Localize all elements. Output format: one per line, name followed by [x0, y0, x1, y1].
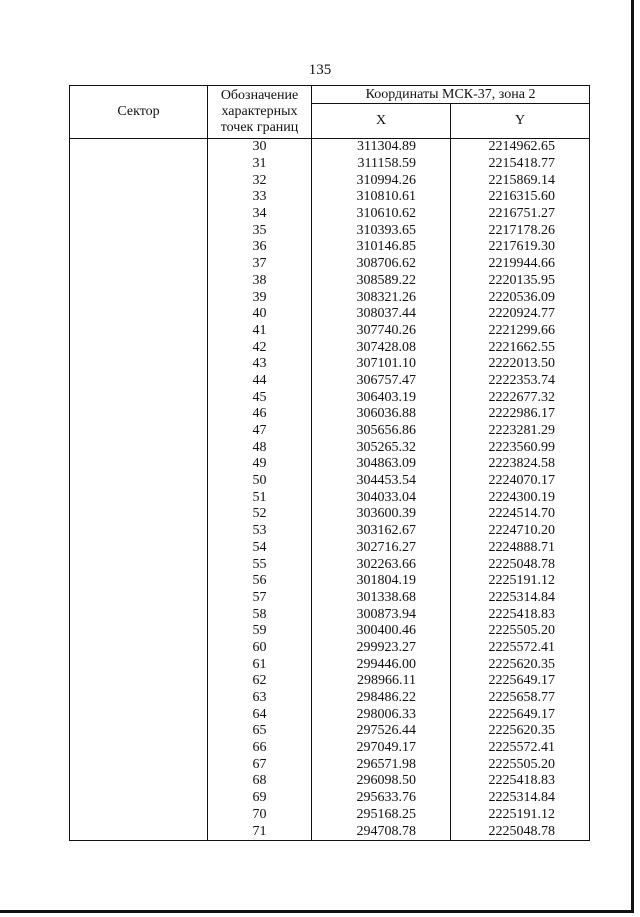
- y-cell: 2224070.17: [451, 473, 590, 490]
- y-cell: 2225048.78: [451, 556, 590, 573]
- x-cell: 298006.33: [312, 706, 451, 723]
- point-cell: 44: [208, 373, 312, 390]
- x-cell: 310146.85: [312, 239, 451, 256]
- point-cell: 64: [208, 706, 312, 723]
- y-cell: 2217178.26: [451, 222, 590, 239]
- table-body: [70, 139, 590, 841]
- page-number: 135: [308, 62, 332, 78]
- y-cell: 2225191.12: [451, 573, 590, 590]
- point-cell: 30: [208, 139, 312, 156]
- y-cell: 2225314.84: [451, 790, 590, 807]
- point-cell: 53: [208, 523, 312, 540]
- x-cell: 302263.66: [312, 556, 451, 573]
- point-cell: 60: [208, 640, 312, 657]
- point-cell: 67: [208, 756, 312, 773]
- x-cell: 308037.44: [312, 306, 451, 323]
- y-cell: 2222013.50: [451, 356, 590, 373]
- x-cell: 306036.88: [312, 406, 451, 423]
- point-cell: 33: [208, 189, 312, 206]
- x-cell: 304863.09: [312, 456, 451, 473]
- x-cell: 306403.19: [312, 389, 451, 406]
- point-cell: 57: [208, 590, 312, 607]
- y-cell: 2225572.41: [451, 740, 590, 757]
- y-cell: 2225418.83: [451, 606, 590, 623]
- sector-cell: [70, 139, 208, 841]
- x-cell: 311304.89: [312, 139, 451, 156]
- x-cell: 297049.17: [312, 740, 451, 757]
- x-cell: 307101.10: [312, 356, 451, 373]
- x-cell: 310393.65: [312, 222, 451, 239]
- y-cell: 2217619.30: [451, 239, 590, 256]
- point-cell: 63: [208, 690, 312, 707]
- header-y: Y: [451, 104, 590, 139]
- x-cell: 297526.44: [312, 723, 451, 740]
- point-cell: 50: [208, 473, 312, 490]
- y-cell: 2216751.27: [451, 206, 590, 223]
- point-cell: 54: [208, 540, 312, 557]
- point-cell: 41: [208, 323, 312, 340]
- x-cell: 308706.62: [312, 256, 451, 273]
- x-cell: 305265.32: [312, 439, 451, 456]
- y-cell: 2225620.35: [451, 723, 590, 740]
- header-x: X: [312, 104, 451, 139]
- y-cell: 2225314.84: [451, 590, 590, 607]
- point-cell: 46: [208, 406, 312, 423]
- x-cell: 300873.94: [312, 606, 451, 623]
- point-cell: 68: [208, 773, 312, 790]
- point-cell: 55: [208, 556, 312, 573]
- y-cell: 2215869.14: [451, 172, 590, 189]
- y-cell: 2220536.09: [451, 289, 590, 306]
- x-cell: 296098.50: [312, 773, 451, 790]
- x-cell: 296571.98: [312, 756, 451, 773]
- x-cell: 310610.62: [312, 206, 451, 223]
- point-cell: 71: [208, 823, 312, 840]
- y-cell: 2225572.41: [451, 640, 590, 657]
- x-cell: 303600.39: [312, 506, 451, 523]
- y-cell: 2225620.35: [451, 656, 590, 673]
- x-cell: 298486.22: [312, 690, 451, 707]
- y-cell: 2225418.83: [451, 773, 590, 790]
- point-cell: 59: [208, 623, 312, 640]
- y-cell: 2219944.66: [451, 256, 590, 273]
- point-cell: 40: [208, 306, 312, 323]
- x-cell: 303162.67: [312, 523, 451, 540]
- x-cell: 299446.00: [312, 656, 451, 673]
- point-cell: 69: [208, 790, 312, 807]
- y-cell: 2221299.66: [451, 323, 590, 340]
- y-cell: 2216315.60: [451, 189, 590, 206]
- x-cell: 310810.61: [312, 189, 451, 206]
- point-cell: 49: [208, 456, 312, 473]
- x-cell: 295633.76: [312, 790, 451, 807]
- x-cell: 301804.19: [312, 573, 451, 590]
- point-cell: 42: [208, 339, 312, 356]
- y-cell: 2224514.70: [451, 506, 590, 523]
- point-cell: 58: [208, 606, 312, 623]
- point-cell: 36: [208, 239, 312, 256]
- point-cell: 47: [208, 423, 312, 440]
- y-cell: 2222986.17: [451, 406, 590, 423]
- table-row: [70, 139, 590, 156]
- point-cell: 39: [208, 289, 312, 306]
- y-cell: 2220924.77: [451, 306, 590, 323]
- y-cell: 2225505.20: [451, 756, 590, 773]
- y-cell: 2224300.19: [451, 489, 590, 506]
- y-cell: 2220135.95: [451, 273, 590, 290]
- point-cell: 38: [208, 273, 312, 290]
- x-cell: 307428.08: [312, 339, 451, 356]
- y-cell: 2224888.71: [451, 540, 590, 557]
- y-cell: 2225649.17: [451, 673, 590, 690]
- point-cell: 51: [208, 489, 312, 506]
- x-cell: 295168.25: [312, 807, 451, 824]
- point-cell: 52: [208, 506, 312, 523]
- y-cell: 2223824.58: [451, 456, 590, 473]
- point-cell: 56: [208, 573, 312, 590]
- x-cell: 306757.47: [312, 373, 451, 390]
- point-cell: 31: [208, 156, 312, 173]
- x-cell: 294708.78: [312, 823, 451, 840]
- x-cell: 301338.68: [312, 590, 451, 607]
- point-cell: 62: [208, 673, 312, 690]
- header-coordinates: Координаты МСК-37, зона 2: [312, 86, 590, 104]
- y-cell: 2225505.20: [451, 623, 590, 640]
- header-sector: Сектор: [70, 86, 208, 139]
- point-cell: 66: [208, 740, 312, 757]
- x-cell: 298966.11: [312, 673, 451, 690]
- y-cell: 2225649.17: [451, 706, 590, 723]
- x-cell: 310994.26: [312, 172, 451, 189]
- x-cell: 300400.46: [312, 623, 451, 640]
- point-cell: 43: [208, 356, 312, 373]
- y-cell: 2222353.74: [451, 373, 590, 390]
- y-cell: 2214962.65: [451, 139, 590, 156]
- point-cell: 45: [208, 389, 312, 406]
- point-cell: 48: [208, 439, 312, 456]
- x-cell: 302716.27: [312, 540, 451, 557]
- y-cell: 2223560.99: [451, 439, 590, 456]
- x-cell: 305656.86: [312, 423, 451, 440]
- x-cell: 311158.59: [312, 156, 451, 173]
- x-cell: 304033.04: [312, 489, 451, 506]
- y-cell: 2224710.20: [451, 523, 590, 540]
- point-cell: 34: [208, 206, 312, 223]
- point-cell: 35: [208, 222, 312, 239]
- x-cell: 304453.54: [312, 473, 451, 490]
- point-cell: 61: [208, 656, 312, 673]
- x-cell: 299923.27: [312, 640, 451, 657]
- x-cell: 308321.26: [312, 289, 451, 306]
- y-cell: 2225191.12: [451, 807, 590, 824]
- y-cell: 2225658.77: [451, 690, 590, 707]
- coordinates-table: [69, 85, 590, 841]
- y-cell: 2225048.78: [451, 823, 590, 840]
- point-cell: 32: [208, 172, 312, 189]
- y-cell: 2223281.29: [451, 423, 590, 440]
- header-point-designation: Обозначение характерных точек границ: [208, 86, 312, 139]
- x-cell: 308589.22: [312, 273, 451, 290]
- x-cell: 307740.26: [312, 323, 451, 340]
- y-cell: 2221662.55: [451, 339, 590, 356]
- point-cell: 37: [208, 256, 312, 273]
- point-cell: 65: [208, 723, 312, 740]
- y-cell: 2222677.32: [451, 389, 590, 406]
- y-cell: 2215418.77: [451, 156, 590, 173]
- point-cell: 70: [208, 807, 312, 824]
